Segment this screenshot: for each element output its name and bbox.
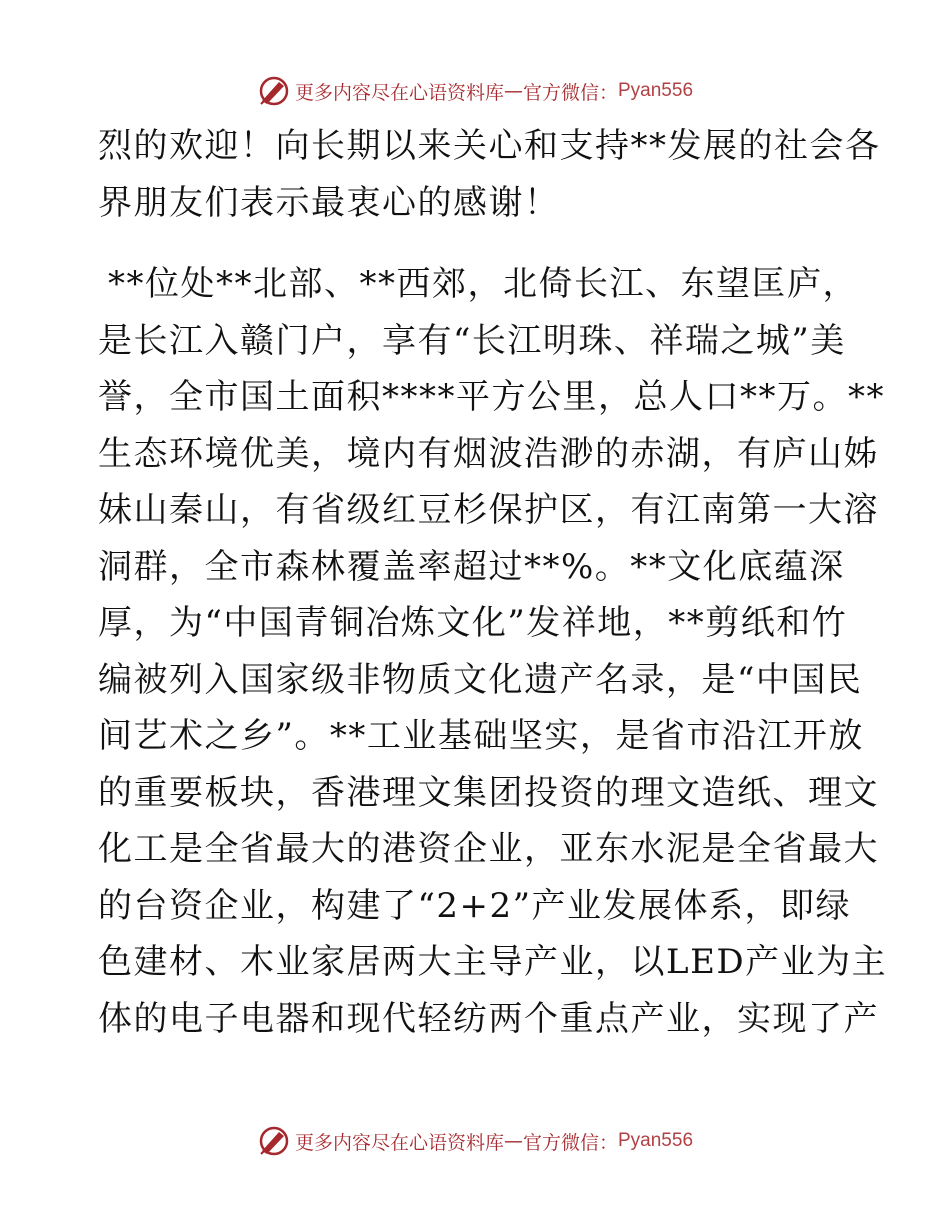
paragraph-gap — [98, 231, 858, 256]
pen-logo-icon — [257, 74, 291, 108]
banner-main-text: 更多内容尽在心语资料库 — [294, 1131, 504, 1154]
banner-dash: — — [503, 1130, 523, 1152]
pen-logo-icon — [257, 1124, 291, 1158]
text-line: 的重要板块，香港理文集团投资的理文造纸、理文 — [98, 772, 879, 813]
text-line: 界朋友们表示最衷心的感谢！ — [98, 182, 560, 223]
banner-wechat-label: 官方微信： — [522, 1131, 618, 1154]
banner-dash: — — [503, 80, 523, 102]
text-line: 妹山秦山，有省级红豆杉保护区，有江南第一大溶 — [98, 490, 879, 530]
banner-main-text: 更多内容尽在心语资料库 — [294, 81, 504, 104]
banner-wechat-handle: Pyan556 — [618, 1130, 694, 1151]
text-line: 厚，为“中国青铜冶炼文化”发祥地，**剪纸和竹 — [98, 603, 848, 643]
text-line: 化工是全省最大的港资企业，亚东水泥是全省最大 — [98, 829, 879, 869]
banner-wechat-label: 官方微信： — [522, 81, 618, 104]
document-body — [98, 118, 888, 1047]
text-line: 烈的欢迎！向长期以来关心和支持**发展的社会各 — [98, 126, 881, 166]
text-line: 的台资企业，构建了“2+2”产业发展体系，即绿 — [98, 885, 852, 926]
footer-banner — [0, 1121, 950, 1161]
paragraph-1 — [98, 118, 881, 231]
text-line: 誉，全市国土面积****平方公里，总人口**万。** — [98, 377, 885, 417]
text-line: 体的电子电器和现代轻纺两个重点产业，实现了产 — [98, 998, 879, 1039]
text-line: **位处**北部、**西郊，北倚长江、东望匡庐， — [108, 264, 858, 304]
text-line: 色建材、木业家居两大主导产业，以LED产业为主 — [98, 942, 888, 982]
banner-wechat-handle: Pyan556 — [618, 80, 694, 101]
paragraph-2 — [98, 256, 888, 1047]
text-line: 洞群，全市森林覆盖率超过**%。**文化底蕴深 — [98, 546, 845, 587]
text-line: 是长江入赣门户，享有“长江明珠、祥瑞之城”美 — [98, 320, 846, 361]
header-banner — [0, 71, 950, 111]
text-line: 生态环境优美，境内有烟波浩渺的赤湖，有庐山姊 — [98, 433, 879, 474]
text-line: 间艺术之乡”。**工业基础坚实，是省市沿江开放 — [98, 716, 864, 756]
text-line: 编被列入国家级非物质文化遗产名录，是“中国民 — [98, 659, 863, 700]
